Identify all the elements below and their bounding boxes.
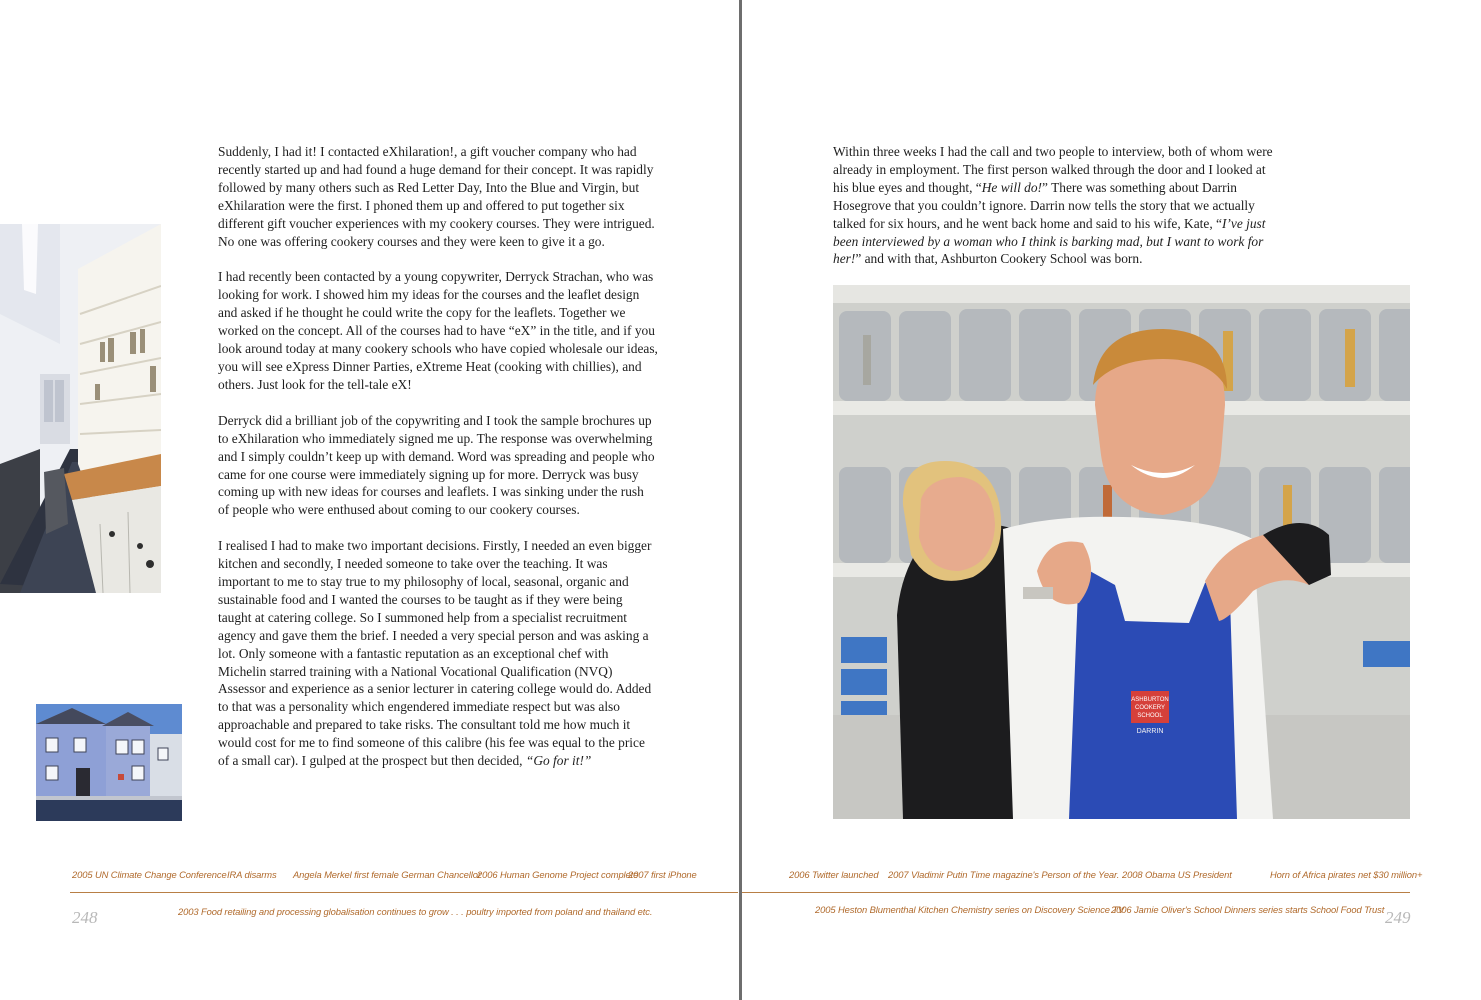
- body-text: I realised I had to make two important decisions. Firstly, I needed an even bigger kitchen and secondly, I needed someone to take over the teaching. It was important to me to stay true to my philosophy of local, seasonal, organic and sustainable food and I wanted the courses to be taught as if they were being taught at catering college. So I summoned help from a specialist recruitment agency and gave them the brief. I needed a very special person and was asking a lot. Only someone with a fantastic reputation as an exceptional chef with Michelin starred training with a National Vocational Qualification (NVQ) Assessor and experience as a senior lecturer in catering college would do. Added to that was a personality which engendered immediate respect but was also approachable and prepared to take risks. The consultant told me how much it would cost for me to find someone of this calibre (his fee was equal to the price of a small car). I gulped at the prospect but then decided,: [218, 538, 652, 769]
- quote-he-will-do: He will do!: [981, 179, 1043, 195]
- page-number-left: 248: [72, 908, 98, 927]
- timeline-event: 2005 UN Climate Change Conference: [72, 869, 227, 880]
- timeline-event: 2008 Obama US President: [1122, 869, 1232, 880]
- right-page-body-text: [833, 143, 1273, 268]
- timeline-event: 2003 Food retailing and processing globalisation continues to grow . . . poultry imported from poland and thailand etc.: [178, 906, 653, 917]
- body-paragraph: Derryck did a brilliant job of the copywriting and I took the sample brochures up to eXhilaration who immediately signed me up. The response was overwhelming and I simply couldn’t keep up with demand. Word was spreading and people who came for one course were immediately signing up for more. Derryck was busy coming up with new ideas for courses and leaflets. I was sinking under the rush of people who were enthused about coming to our cookery courses.: [218, 412, 655, 518]
- timeline-event: 2006 Twitter launched: [789, 869, 879, 880]
- body-paragraph: [833, 143, 1273, 268]
- timeline-rule-right: [742, 892, 1410, 893]
- page-gutter: [739, 0, 742, 1000]
- cookery-school-building-photo: [36, 704, 182, 821]
- timeline-event: 2006 Human Genome Project complete: [477, 869, 639, 880]
- body-text: Within three weeks I had the call and two people to interview, both of whom were already in employment. The first person walked through the door and I looked at his blue eyes and thought, “: [833, 144, 1273, 195]
- timeline-event: 2005 Heston Blumenthal Kitchen Chemistry series on Discovery Science TV: [815, 904, 1125, 915]
- body-text: ” and with that, Ashburton Cookery School was born.: [855, 251, 1143, 267]
- body-paragraph: I had recently been contacted by a young copywriter, Derryck Strachan, who was looking for work. I showed him my ideas for the courses and the leaflet design and asked if he thought he could write the copy for the leaflets. Together we worked on the concept. All of the courses had to have “eX” in the title, and if you look around today at many cookery schools who have copied wholesale our ideas, you will see eXpress Dinner Parties, eXtreme Heat (cooking with chillies), and others. Just look for the tell-tale eX!: [218, 269, 658, 392]
- body-paragraph: Suddenly, I had it! I contacted eXhilaration!, a gift voucher company who had recently started up and had found a huge demand for their concept. It was rapidly followed by many others such as Red Letter Day, Into the Blue and Virgin, but eXhilaration were the first. I phoned them up and offered to put together six different gift voucher experiences with my cookery courses. They were intrigued. No one was offering cookery courses and they were keen to give it a go.: [218, 144, 655, 249]
- apron-name-label: DARRIN: [1136, 728, 1164, 735]
- page-number-right: 249: [1385, 908, 1411, 927]
- timeline-event: Angela Merkel first female German Chancellor: [293, 869, 481, 880]
- quote-barking-mad: I’ve just been interviewed by a woman who I think is barking mad, but I want to work for her!: [833, 215, 1266, 267]
- chefs-portrait-photo: [833, 285, 1410, 819]
- quote-go-for-it: “Go for it!”: [525, 753, 592, 769]
- timeline-event: 2007 first iPhone: [628, 869, 697, 880]
- kitchen-photo: [0, 224, 161, 593]
- timeline-rule-left: [70, 892, 738, 893]
- timeline-event: 2007 Vladimir Putin Time magazine's Person of the Year.: [888, 869, 1120, 880]
- timeline-event: IRA disarms: [227, 869, 277, 880]
- apron-logo-line: SCHOOL: [1137, 713, 1163, 719]
- left-page-body-text: [218, 143, 658, 788]
- body-text: ” There was something about Darrin Hosegrove that you couldn’t ignore. Darrin now tells the story that we actually talked for six hours, and he went back home and said to his wife, Kate, “: [833, 179, 1255, 231]
- apron-logo-line: COOKERY: [1135, 705, 1165, 711]
- timeline-event: 2006 Jamie Oliver's School Dinners series starts School Food Trust: [1111, 904, 1385, 915]
- timeline-event: Horn of Africa pirates net $30 million+: [1270, 869, 1423, 880]
- body-paragraph: [218, 537, 658, 770]
- apron-logo-line: ASHBURTON: [1131, 697, 1169, 703]
